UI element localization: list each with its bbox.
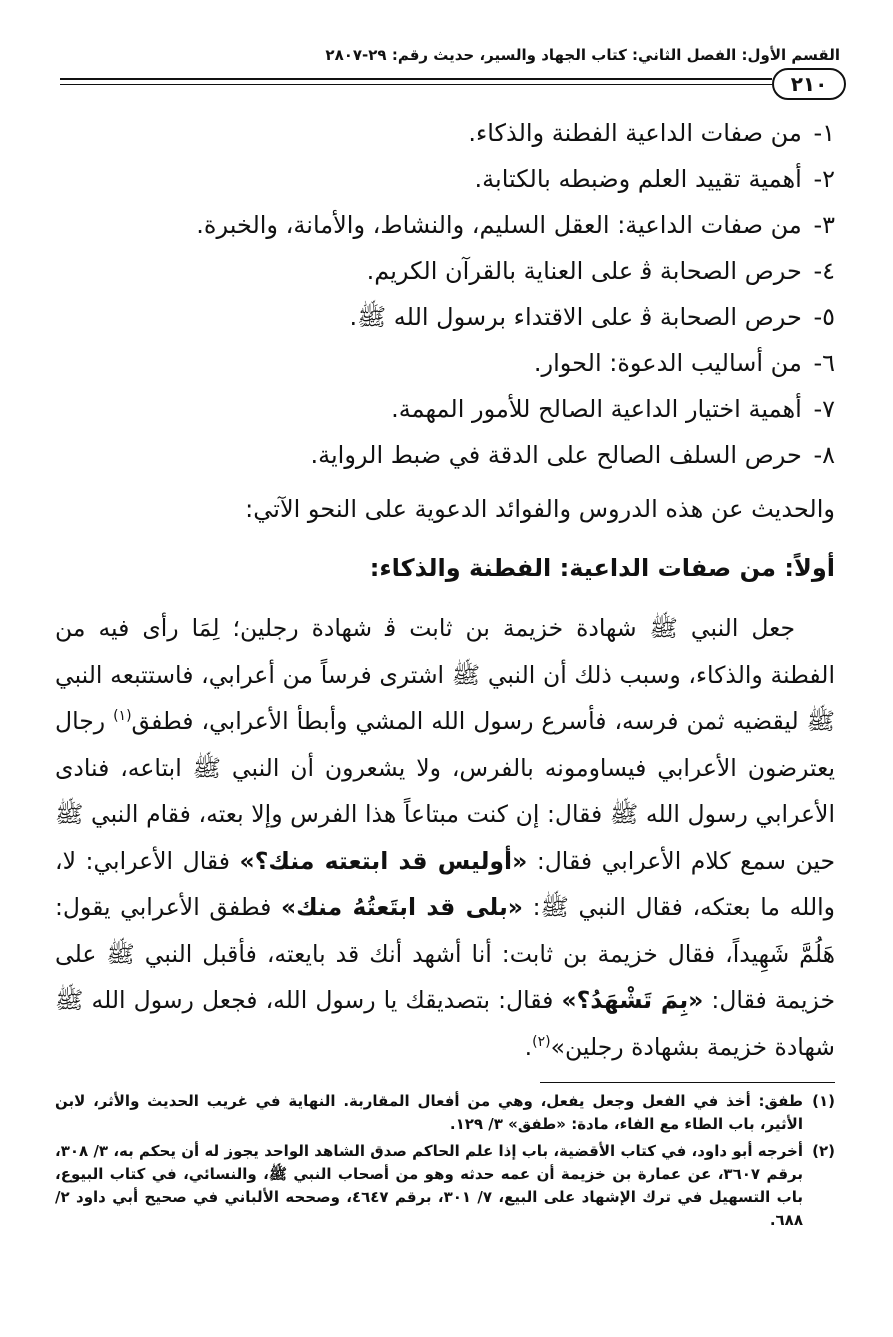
header-rule (60, 78, 772, 80)
list-item (55, 340, 835, 386)
list-item (55, 248, 835, 294)
section-heading: أولاً: من صفات الداعية: الفطنة والذكاء: (369, 554, 835, 582)
header-rule-thin (60, 84, 772, 85)
list-item-text: من صفات الداعية الفطنة والذكاء. (468, 119, 802, 147)
list-item-text: أهمية اختيار الداعية الصالح للأمور المهمة. (391, 395, 802, 423)
intro-sentence: والحديث عن هذه الدروس والفوائد الدعوية على النحو الآتي: (245, 495, 835, 523)
body-text-segment: فقال: بتصديقك يا رسول الله، فجعل رسول الله ﷺ شهادة خزيمة بشهادة رجلين» (55, 986, 835, 1061)
footnote-2 (55, 1140, 835, 1232)
list-item-number: ١- (813, 119, 835, 147)
footnote-marker: (١) (812, 1092, 835, 1110)
list-item-text: حرص الصحابة ﭬ على العناية بالقرآن الكريم. (366, 257, 802, 285)
list-item (55, 202, 835, 248)
footnote-text: أخرجه أبو داود، في كتاب الأقضية، باب إذا علم الحاكم صدق الشاهد الواحد يجوز له أن يحكم به، ٣/ ٣٠٨، برقم ٣٦٠٧، عن عمارة بن خزيمة أن عمه حدثه وهو من أصحاب النبي ﷺ، والنسائي، في كتاب البيوع، باب التسهيل في ترك الإشهاد على البيع، ٧/ ٣٠١، برقم ٤٦٤٧، وصححه الألباني في صحيح أبي داود ٢/ ٦٨٨. (55, 1142, 804, 1229)
list-item-text: من صفات الداعية: العقل السليم، والنشاط، والأمانة، والخبرة. (196, 211, 802, 239)
list-item (55, 156, 835, 202)
list-item (55, 110, 835, 156)
list-item-text: حرص الصحابة ﭬ على الاقتداء برسول الله ﷺ. (349, 303, 802, 331)
body-text-segment: فطفق الأعرابي يقول: هَلُمَّ شَهِيداً، فقال خزيمة بن ثابت: أنا أشهد أنك قد بايعته، فأقبل النبي ﷺ على خزيمة فقال: (55, 893, 836, 1014)
hadith-quote: «بلى قد ابتَعتُهُ منك» (280, 893, 523, 921)
list-item-number: ٧- (813, 395, 835, 423)
list-item (55, 432, 835, 478)
list-item-number: ٥- (813, 303, 835, 331)
list-item-number: ٦- (813, 349, 835, 377)
hadith-quote: «بِمَ تَشْهَدُ؟» (561, 986, 704, 1014)
body-paragraph (55, 605, 835, 1070)
list-item-number: ٢- (813, 165, 835, 193)
list-item-text: حرص السلف الصالح على الدقة في ضبط الرواية. (310, 441, 802, 469)
footnote-separator (540, 1082, 835, 1083)
body-text-segment: جعل النبي ﷺ شهادة خزيمة بن ثابت ﭬ شهادة رجلين؛ لِمَا رأى فيه من الفطنة والذكاء، وسبب ذلك أن النبي ﷺ اشترى فرساً من أعرابي، فاستتبعه النبي ﷺ ليقضيه ثمن فرسه، فأسرع رسول الله المشي وأبطأ الأعرابي، فطفق (55, 614, 835, 735)
footnotes (55, 1090, 835, 1236)
hadith-quote: «أوليس قد ابتعته منك؟» (239, 846, 528, 875)
footnote-1 (55, 1090, 835, 1136)
list-item (55, 294, 835, 340)
lessons-list (55, 110, 835, 478)
list-item-number: ٤- (813, 257, 835, 285)
body-text-segment: رجال يعترضون الأعرابي فيساومونه بالفرس، ولا يشعرون أن النبي ﷺ ابتاعه، فنادى الأعرابي رسول الله ﷺ فقال: إن كنت مبتاعاً هذا الفرس وإلا بعته، فقام النبي ﷺ حين سمع كلام الأعرابي فقال: (55, 707, 835, 875)
page-number: ٢١٠ (772, 68, 846, 100)
footnote-marker: (٢) (812, 1142, 835, 1160)
footnote-ref-1[interactable]: (١) (113, 708, 132, 725)
list-item (55, 386, 835, 432)
list-item-number: ٨- (813, 441, 835, 469)
footnote-text: طفق: أخذ في الفعل وجعل يفعل، وهي من أفعال المقاربة. النهاية في غريب الحديث والأثر، لابن الأثير، باب الطاء مع الفاء، مادة: «طفق» ٣/ ١٢٩. (55, 1092, 803, 1133)
footnote-ref-2[interactable]: (٢) (532, 1033, 551, 1050)
body-text-segment: . (524, 1032, 533, 1061)
list-item-text: أهمية تقييد العلم وضبطه بالكتابة. (474, 165, 802, 193)
list-item-number: ٣- (813, 211, 835, 239)
list-item-text: من أساليب الدعوة: الحوار. (533, 349, 802, 377)
running-title: القسم الأول: الفصل الثاني: كتاب الجهاد والسير، حديث رقم: ٢٩-٢٨٠٧ (325, 46, 840, 64)
body-text-segment: فقال الأعرابي: لا، والله ما بعتكه، فقال النبي ﷺ: (55, 846, 836, 921)
